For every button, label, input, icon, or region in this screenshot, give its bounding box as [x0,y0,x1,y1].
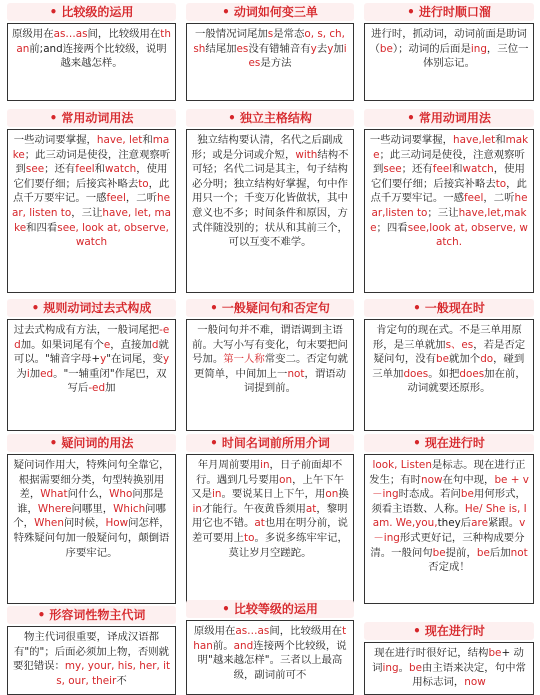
body-segment: make [373,134,529,161]
body-segment: 问哪个， [13,502,166,530]
body-segment: ，谓语动词提到前。 [244,367,347,395]
body-segment: 换 [338,488,349,501]
body-segment: e [103,338,111,351]
body-segment: 紧跟。 [487,517,520,530]
body-segment: He/ She is, I am. We,you, [372,502,527,530]
card-present-progressive-2 [364,622,534,695]
body-segment: 加 [333,42,344,55]
body-segment: ing [382,661,399,674]
card-comparison-degrees [186,600,354,695]
body-segment: watch [462,163,494,176]
body-segment: see, look at, observe, watch [57,221,169,249]
body-segment: have,let,make [370,206,527,234]
body-segment: 和 [94,163,106,176]
body-segment: 问什么， [67,488,110,501]
body-segment: 。如把 [428,367,460,380]
card-body [7,23,176,101]
body-segment: be [436,353,450,366]
body-segment: What [40,488,68,501]
card-title: • 动词如何变三单 [186,3,354,21]
body-segment: in [192,502,202,515]
body-segment: 。 [398,661,409,674]
body-segment: 原级用在 [12,28,54,40]
card-body [7,626,176,695]
body-segment: 结尾加 [205,42,237,55]
body-segment: "在词尾，变 [106,353,163,366]
body-segment: be [432,546,446,559]
body-segment: 常变二。否定句就更简单，中间加上一 [193,353,348,380]
body-segment: watch [105,163,137,176]
body-segment: 问怎样，特殊疑问句加一般疑问句，颠倒语序要牢记。 [13,517,170,559]
body-segment: at [254,517,265,530]
body-segment: hear,listen to [371,192,528,219]
body-segment: my, your, his, her, its, our, their [56,660,171,687]
card-body [364,454,534,604]
body-segment: 原级用在 [193,625,236,637]
body-segment: on [279,473,293,486]
card-title: • 一般现在时 [364,299,534,317]
body-segment: at [305,502,317,515]
card-body [364,319,534,431]
body-segment: ing [470,42,487,55]
body-segment: 。要说某日上下午，用 [221,488,326,501]
body-segment: Who [109,488,133,501]
body-segment: 和 [495,134,506,146]
card-time-prepositions [186,434,354,604]
body-segment: ，使用它们要仔细；后接宾补略去 [13,163,168,190]
body-segment: 也用在明分前，说差可要用上 [192,517,348,544]
body-segment: 疑问词作用大，特殊问句全靠它，根据需要细分类，句型转换别用差， [13,459,170,501]
body-segment: 才能行。午夜黄昏须用 [201,502,306,515]
body-segment: y [100,353,107,366]
body-segment: 问时候， [63,517,106,530]
body-segment: 提前， [445,546,477,559]
card-title: • 比较级的运用 [7,3,176,21]
body-segment: 是方法 [260,57,292,70]
body-segment: be [460,488,474,501]
body-segment: ，三位一体别忘记。 [423,42,529,70]
body-segment: than [193,625,347,652]
card-title: • 规则动词过去式构成 [7,299,176,317]
body-segment: ，若是否定疑问句，没有 [373,338,526,366]
body-segment: 过去式构成有方法，一般词尾把 [13,324,160,336]
body-segment: on [325,488,339,501]
body-segment: 和四看 [26,221,58,234]
body-segment: 在句中现， [442,473,495,486]
body-segment: in [212,488,222,501]
body-segment: ；四看 [376,221,408,234]
body-segment: Where [37,502,72,515]
body-segment: ；还有 [44,163,76,176]
body-segment: When [34,517,64,530]
body-segment: 没有错辅音有 [248,42,311,55]
body-segment: have, let [96,134,143,146]
body-segment: ；还有 [401,163,433,176]
body-segment: ，此点千万要牢记。一感 [12,177,170,205]
body-segment: -ed [88,382,106,395]
body-segment: ；此三动词是使役，注意观察听到 [373,148,525,176]
card-body [7,129,176,293]
body-segment: How [105,517,129,530]
body-segment: y [310,42,317,55]
body-segment: ，此点千万要牢记。一感 [370,177,527,205]
card-body [364,129,534,293]
body-segment: does [403,367,429,380]
body-segment: 连接两个比较级，说明"越来越怎样"。三者以上最高级，副词前可不 [197,639,347,681]
body-segment: feel [432,163,453,176]
body-segment: d [151,338,159,351]
card-title: • 疑问词的用法 [7,434,176,452]
body-segment: do [480,353,494,366]
body-segment: now [464,676,486,689]
body-segment: be [408,661,422,674]
card-title: • 比较等级的运用 [186,600,354,618]
body-segment: 问哪里， [71,502,114,515]
body-segment: 不 [116,674,127,687]
card-body [186,319,354,431]
card-title: • 现在进行时 [364,434,534,452]
card-title: • 现在进行时 [364,622,534,640]
card-body [186,620,354,695]
body-segment: in [260,459,270,471]
body-segment: s、es [445,338,474,351]
body-segment: 一些动词要掌握， [13,134,97,146]
body-segment: does [459,367,485,380]
body-segment: 和 [142,134,153,146]
body-segment: 和 [452,163,463,176]
body-segment: 问那是谁， [17,488,164,515]
body-segment: be [476,546,490,559]
body-segment: 一般问句并不难，谓语调到主语前。大写小写有变化，句末要把问号加。 [192,324,348,366]
body-segment: 就可以。"辅音字母+ [13,338,169,366]
card-body [7,454,176,604]
body-segment: ，碰到三单加 [372,353,525,380]
body-segment: s [267,28,274,40]
body-segment: y [327,42,334,55]
card-comparative-usage [7,3,176,101]
card-common-verb-usage-2 [364,109,534,293]
body-segment: ；此三动词是使役，注意观察听到 [15,148,171,176]
card-title: • 一般疑问句和否定句 [186,299,354,317]
body-segment: feel [464,192,484,205]
body-segment: are [471,517,488,530]
body-segment: not [510,546,528,559]
body-segment: be [488,647,502,659]
card-title: • 常用动词用法 [364,109,534,127]
card-body [364,23,534,101]
body-segment: now [421,473,443,486]
body-segment: 后加 [489,546,511,559]
body-segment: 加。如果词尾有个 [20,338,104,351]
body-segment: es [236,42,249,55]
card-third-person-singular [186,3,354,101]
card-question-words [7,434,176,604]
body-segment: ，三让 [71,206,103,219]
body-segment: 现在进行时很好记，结构 [374,647,489,659]
body-segment: 前;and连接两个比较级，说明越来越怎样。 [29,42,167,70]
body-segment: and [233,639,254,652]
body-segment: to [244,531,255,544]
body-segment: ，日子前面却不行。遇到几号要用 [195,459,343,486]
body-segment: hear, listen to [12,192,170,219]
card-title: • 进行时顺口溜 [364,3,534,21]
body-segment: have, let, make [14,206,171,234]
card-simple-present [364,299,534,431]
body-segment: y [162,353,170,366]
card-body [7,319,176,431]
body-segment: 一些动词要掌握， [369,134,454,146]
body-segment: Which [113,502,146,515]
card-body [186,23,354,101]
card-body [186,129,354,293]
card-title: • 常用动词用法 [7,109,176,127]
body-segment: 年月周前要用 [197,459,261,471]
card-title: • 形容词性物主代词 [7,606,176,624]
body-segment: 用何形式，须看主语数、人称。 [371,488,526,515]
body-segment: 加在前，动词就要还原形。 [407,367,526,395]
body-segment: be [379,42,393,55]
body-segment: make [12,134,170,161]
card-body [364,642,534,695]
body-segment: o, s, ch, sh [193,28,345,55]
body-segment: 间，比较级用在 [269,625,343,637]
body-segment: see,look at, observe, watch. [407,221,528,249]
body-segment: with [295,148,318,161]
body-segment: see [383,163,402,176]
body-segment: ，黎明用它也不错。 [192,502,348,530]
body-segment: ies [248,42,347,70]
body-segment: to [495,177,507,190]
body-segment: 加 [29,367,41,380]
body-segment: 一般情况词尾加 [195,28,268,40]
card-title: • 独立主格结构 [186,109,354,127]
body-segment: 为 [16,367,27,380]
body-segment: 。多说多练牢牢记，莫让岁月空蹉跎。 [228,531,348,559]
body-segment: see [25,163,45,176]
body-segment: 由主语来决定，句中常用标志词， [412,661,526,689]
body-segment: -ed [14,324,170,351]
body-segment: as…as [53,28,88,40]
body-segment: ed [40,367,54,380]
body-segment: 肯定句的现在式。不是三单用原形，是三单就加 [372,324,522,351]
body-segment: 去 [316,42,328,55]
body-segment: 进行时，抓动词，动词前面是助词（ [369,28,527,55]
body-segment: 否定成！ [428,561,470,574]
body-segment: 形式更好记，三种构成要分清。一般问句 [370,531,525,559]
body-segment: 前。 [212,639,234,652]
body-segment: 间，比较级用在 [87,28,161,40]
body-segment: 是常态 [273,28,305,40]
body-segment: ，直接加 [110,338,152,351]
body-segment: look, Listen [372,459,432,471]
body-segment: ，使用它们要仔细；后接宾补略去 [371,163,525,190]
body-segment: + 动词 [372,647,524,674]
card-common-verb-usage [7,109,176,293]
body-segment: ；三让 [427,206,459,219]
body-segment: ，二听 [483,192,515,205]
body-segment: have,let [453,134,496,146]
body-segment: than [16,28,171,55]
body-segment: feel [75,163,95,176]
body-segment: v－ing [373,517,526,544]
body-segment: i [26,367,30,380]
card-absolute-construction [186,109,354,293]
card-questions-and-negatives [186,299,354,431]
body-segment: 就加个 [449,353,481,366]
body-segment: be + v－ing [372,473,529,501]
body-segment: 加 [105,382,116,395]
body-segment: not [287,367,305,380]
card-body [186,454,354,604]
body-segment: 。"一辅重闭"作尾巴，双写后 [53,367,167,395]
body-segment: 结构不可轻；名代二词是其主，句子结构必分明；独立结构好掌握，句中作用只一个；千变万化皆做状，其中意义也不多；时间条件和原因，方式伴随没别的；状从和其前三个，可以互变不难学。 [192,148,349,249]
card-possessive-adjectives [7,606,176,695]
body-segment: 是标志。现在进行正发生；有时 [369,459,526,486]
body-segment: 物主代词很重要，译成汉语都有"的"；后面必须加上物，否则就要犯错误： [12,631,170,673]
card-present-progressive [364,434,534,604]
body-segment: ，上午下午又是 [191,473,345,501]
card-title: • 时间名词前所用介词 [186,434,354,452]
body-segment: 时态成。若问 [398,488,461,501]
body-segment: feel [106,192,126,205]
body-segment: to [138,177,149,190]
body-segment: ，二听 [125,192,158,205]
body-segment: they后 [437,517,472,530]
body-segment: ）；动词的后面是 [392,42,471,55]
body-segment: 第一人称 [223,353,265,366]
card-regular-past-tense [7,299,176,431]
body-segment: 独立结构要认清，名代之后副成形；或是分词或介短， [191,134,343,161]
body-segment: as…as [235,625,270,637]
card-progressive-rhyme [364,3,534,101]
